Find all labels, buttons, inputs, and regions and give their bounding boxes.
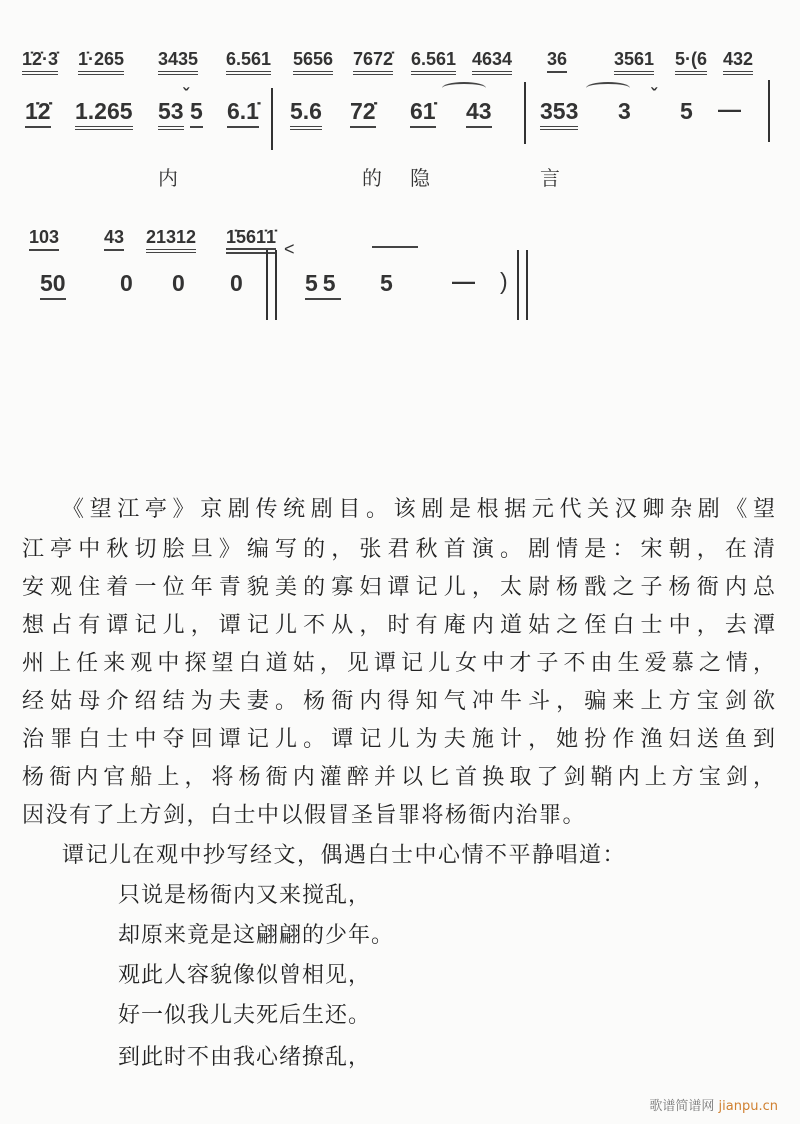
- note-group: 1̇2̇: [25, 100, 51, 128]
- text-line: 想占有谭记儿，谭记儿不从，时有庵内道姑之侄白士中，去潭: [22, 613, 775, 638]
- note-group: 5: [190, 100, 203, 128]
- note-group: 6.561: [226, 50, 271, 75]
- breath-mark: ˇ: [183, 85, 189, 105]
- note-group: 432: [723, 50, 753, 75]
- note-group: 50: [40, 272, 66, 300]
- verse-line: 好一似我儿夫死后生还。: [118, 1003, 372, 1028]
- note-group: 1.265: [75, 100, 133, 130]
- bar-line: [524, 82, 526, 144]
- crescendo-mark: <: [284, 239, 295, 259]
- verse-line: 观此人容貌像似曾相见，: [118, 963, 372, 988]
- rest: 0: [120, 270, 133, 296]
- lyric: 隐: [410, 166, 430, 190]
- text-line: 因没有了上方剑，白士中以假冒圣旨罪将杨衙内治罪。: [22, 803, 587, 828]
- lyric: 言: [540, 166, 560, 190]
- rest: 0: [230, 270, 243, 296]
- text-line: 《望江亭》京剧传统剧目。该剧是根据元代关汉卿杂剧《望: [62, 497, 775, 522]
- note-group: 43: [104, 228, 124, 251]
- text-line: 州上任来观中探望白道姑，见谭记儿女中才子不由生爱慕之情，: [22, 651, 775, 676]
- double-bar-line: [266, 250, 277, 320]
- watermark-cn: 歌谱简谱网: [649, 1099, 715, 1114]
- note-group: 36: [547, 50, 567, 73]
- note-group: 6.1̇: [227, 100, 259, 128]
- note-group: 55: [305, 272, 341, 300]
- dash: —: [718, 96, 741, 122]
- slur: [442, 82, 486, 94]
- note: 3: [618, 98, 631, 124]
- note-group: 5·(6: [675, 50, 707, 75]
- note-group: 353: [540, 100, 578, 130]
- note-group: 1̇561̇1̇: [226, 228, 276, 254]
- note-group: 3561: [614, 50, 654, 75]
- text-line: 安观住着一位年青貌美的寡妇谭记儿，太尉杨戬之子杨衙内总: [22, 575, 775, 600]
- hold-line: [372, 246, 418, 248]
- note: 5: [380, 270, 393, 296]
- lyric: 内: [158, 166, 178, 190]
- verse-line: 却原来竟是这翩翩的少年。: [118, 923, 395, 948]
- verse-line: 只说是杨衙内又来搅乱，: [118, 883, 372, 908]
- note-group: 43: [466, 100, 492, 128]
- breath-mark: ˇ: [651, 85, 657, 105]
- watermark-en: jianpu.cn: [718, 1099, 778, 1114]
- note-group: 1̇·265: [78, 50, 124, 75]
- note-group: 72̇: [350, 100, 376, 128]
- bar-line: [768, 80, 770, 142]
- note-group: 1̇2̇·3̇: [22, 50, 58, 75]
- note-group: 6.561: [411, 50, 456, 75]
- double-bar-line: [517, 250, 528, 320]
- note-group: 21312: [146, 228, 196, 253]
- text-line: 治罪白士中夺回谭记儿。谭记儿为夫施计，她扮作渔妇送鱼到: [22, 727, 775, 752]
- note: 5: [680, 98, 693, 124]
- verse-line: 到此时不由我心绪撩乱，: [118, 1045, 372, 1070]
- lyric: 的: [362, 166, 382, 190]
- text-line: 谭记儿在观中抄写经文，偶遇白士中心情不平静唱道：: [62, 843, 627, 868]
- text-line: 江亭中秋切脍旦》编写的，张君秋首演。剧情是：宋朝，在清: [22, 537, 775, 562]
- note-group: 53: [158, 100, 184, 130]
- note-group: 5656: [293, 50, 333, 75]
- note-group: 61̇: [410, 100, 436, 128]
- note-group: 7672̇: [353, 50, 393, 75]
- text-line: 经姑母介绍结为夫妻。杨衙内得知气冲牛斗，骗来上方宝剑欲: [22, 689, 775, 714]
- watermark: [649, 1095, 778, 1114]
- note-group: 4634: [472, 50, 512, 75]
- note-group: 103: [29, 228, 59, 251]
- text-line: 杨衙内官船上，将杨衙内灌醉并以匕首换取了剑鞘内上方宝剑，: [22, 765, 775, 790]
- dash: —: [452, 268, 475, 294]
- bar-line: [271, 88, 273, 150]
- note-group: 3435: [158, 50, 198, 75]
- rest: 0: [172, 270, 185, 296]
- close-paren: ): [500, 268, 508, 294]
- slur: [586, 82, 630, 94]
- note-group: 5.6: [290, 100, 322, 130]
